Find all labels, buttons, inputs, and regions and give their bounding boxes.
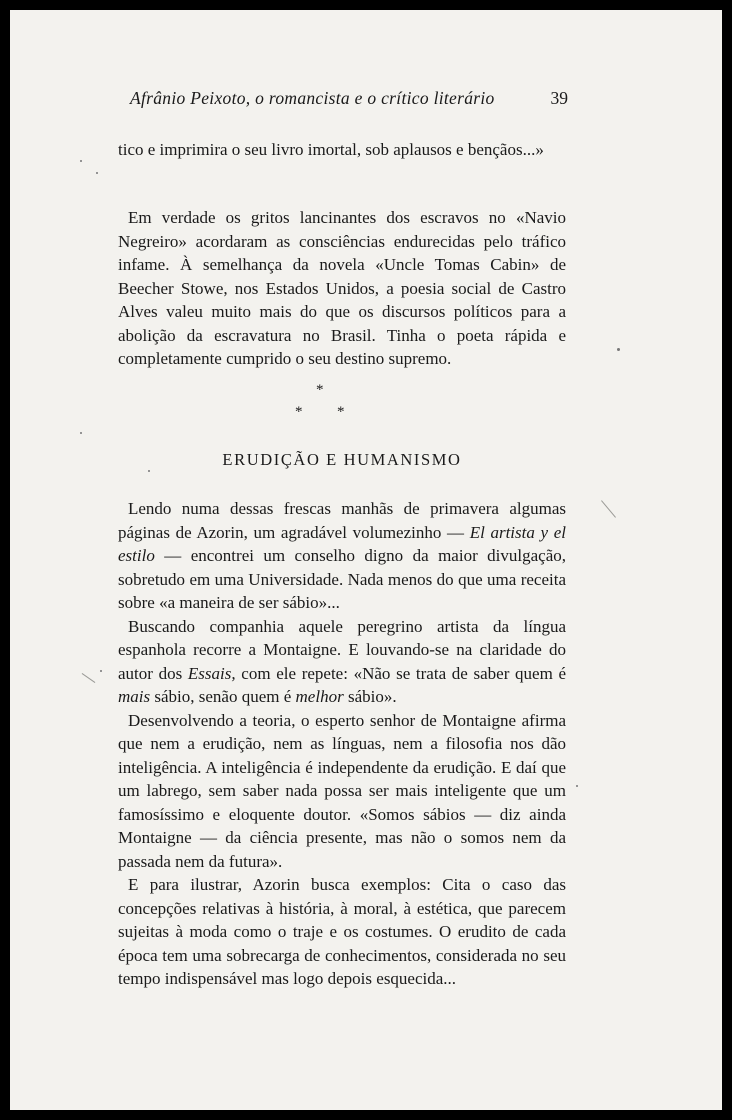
page-scratch [82, 673, 96, 683]
paragraph-ilustrar [118, 873, 566, 991]
paragraph-lendo [118, 497, 566, 615]
running-header [130, 88, 568, 114]
separator-star-left: * [295, 404, 303, 420]
italic-title: Essais, [187, 663, 236, 683]
italic-word: melhor [295, 687, 344, 706]
paragraph-text: Buscando companhia aquele peregrino artista da língua espanhola recorre a Montaigne. E louvando-se na claridade do autor dos [118, 616, 566, 683]
dust-speck [80, 432, 82, 434]
section-heading: ERUDIÇÃO E HUMANISMO [222, 450, 462, 469]
dust-speck [576, 785, 578, 787]
italic-title: El artista y el estilo [118, 522, 566, 565]
continuation-text [118, 138, 566, 162]
dust-speck [617, 348, 620, 351]
italic-word: mais [118, 687, 151, 706]
section-separator [290, 382, 370, 422]
paragraph-text: Em verdade os gritos lancinantes dos escravos no «Navio Negreiro» acordaram as consciências endurecidas pelo tráfico infame. À semelhança da novela «Uncle Tomas Cabin» de Beecher Stowe, nos Estados Unidos, a poesia social de Castro Alves valeu muito mais do que os discursos políticos para a abolição da escravatura no Brasil. Tinha o poeta rápida e completamente cumprido o seu destino supremo. [118, 208, 566, 368]
paragraph-castro-alves [118, 206, 566, 371]
separator-star-right: * [337, 404, 345, 420]
continuation-paragraph: tico e imprimira o seu livro imortal, sob aplausos e bençãos...» [118, 140, 544, 159]
running-title: Afrânio Peixoto, o romancista e o crítico literário [130, 88, 495, 108]
paragraph-text: sábio, senão quem é [150, 687, 296, 706]
paragraph-text: E para ilustrar, Azorin busca exemplos: Cita o caso das concepções relativas à história, à moral, à estética, que parecem sujeitas à moda como o traje e os costumes. O erudito de cada época tem uma sobrecarga de conhecimentos, considerada no seu tempo indispensável mas logo depois esquecida... [118, 875, 566, 988]
paragraph-text: Desenvolvendo a teoria, o esperto senhor de Montaigne afirma que nem a erudição, nem as línguas, nem a filosofia nos dão inteligência. A inteligência é independente da erudição. E daí que um labrego, sem saber nada possa ser mais inteligente que um famosíssimo e eloquente doutor. «Somos sábios — diz ainda Montaigne — da ciência presente, mas não o somos nem da passada nem da futura». [118, 710, 566, 871]
dust-speck [80, 160, 82, 162]
paragraph-text: sábio». [343, 687, 397, 706]
paragraph-text: com ele repete: «Não se trata de saber quem é [235, 663, 566, 683]
dust-speck [96, 172, 98, 174]
paragraph-buscando [118, 615, 566, 709]
book-page [10, 10, 722, 1110]
separator-star-top: * [316, 382, 324, 398]
paragraph-text: Lendo numa dessas frescas manhãs de primavera algumas páginas de Azorin, um agradável volumezinho — [118, 499, 566, 542]
erudicao-section [118, 497, 566, 991]
dust-speck [100, 670, 102, 672]
paragraph-text: — encontrei um conselho digno da maior divulgação, sobretudo em uma Universidade. Nada menos do que uma receita sobre «a maneira de ser sábio»... [118, 546, 566, 612]
page-number: 39 [550, 88, 568, 108]
page-scratch [601, 500, 616, 517]
dust-speck [148, 470, 150, 472]
paragraph-desenvolvendo [118, 709, 566, 874]
castro-alves-section [118, 206, 566, 371]
